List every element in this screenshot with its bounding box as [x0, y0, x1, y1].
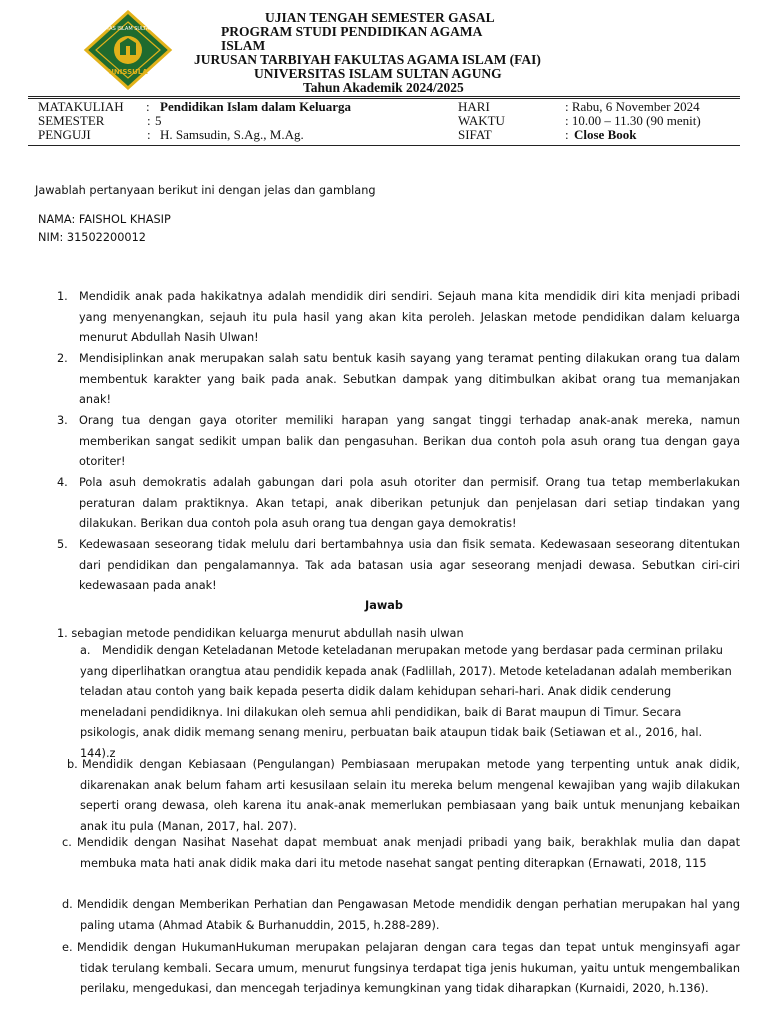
university-logo	[82, 10, 174, 90]
university-line: UNIVERSITAS ISLAM SULTAN AGUNG	[254, 66, 502, 81]
question-number: 3.	[57, 414, 68, 427]
waktu-label: WAKTU	[458, 113, 505, 128]
answer-item-letter: e.	[62, 941, 73, 954]
penguji-label: PENGUJI	[38, 127, 91, 142]
question-number: 5.	[57, 538, 68, 551]
matakuliah-colon: :	[146, 99, 150, 114]
header-divider-top	[28, 96, 740, 97]
sifat-colon: :	[565, 127, 569, 142]
sifat-label: SIFAT	[458, 127, 492, 142]
program-line: PROGRAM STUDI PENDIDIKAN AGAMA	[221, 24, 483, 39]
semester-colon: :	[147, 113, 151, 128]
semester-value: 5	[155, 113, 162, 128]
hari-label: HARI	[458, 99, 490, 114]
department-line: JURUSAN TARBIYAH FAKULTAS AGAMA ISLAM (FAI)	[194, 52, 541, 67]
exam-title: UJIAN TENGAH SEMESTER GASAL	[265, 10, 495, 25]
answer-intro: 1. sebagian metode pendidikan keluarga menurut abdullah nasih ulwan	[57, 627, 464, 640]
logo-top-text: UNIVERSITAS ISLAM SULTAN AGUNG	[82, 26, 174, 32]
penguji-value: H. Samsudin, S.Ag., M.Ag.	[160, 127, 304, 142]
question-text: Pola asuh demokratis adalah gabungan dari pola asuh otoriter dan permisif. Orang tua tetap memberlakukan peraturan dalam praktiknya. Akan tetapi, anak diberikan petunjuk dan penjelasan dari setiap tindakan yang dilakukan. Berikan dua contoh pola asuh orang tua dengan gaya demokratis!	[79, 476, 740, 530]
academic-year: Tahun Akademik 2024/2025	[303, 80, 464, 95]
instruction-text: Jawablah pertanyaan berikut ini dengan jelas dan gamblang	[35, 184, 376, 197]
answer-item-text: Mendidik dengan HukumanHukuman merupakan pelajaran dengan cara tegas dan tepat untuk menginsyafi agar tidak terulang kembali. Secara umum, menurut fungsinya terdapat tiga jenis hukuman, yaitu untuk mengembalikan perilaku, mengedukasi, dan mencegah terjadinya kemungkinan yang tidak diharapkan (Kurnaidi, 2020, h.136).	[77, 941, 740, 995]
question-number: 2.	[57, 352, 68, 365]
info-divider	[28, 145, 740, 146]
question-text: Kedewasaan seseorang tidak melulu dari bertambahnya usia dan fisik semata. Kedewasaan seseorang ditentukan dari pendidikan dan pengalamannya. Tak ada batasan usia agar seseorang menjadi dewasa. Sebutkan ciri-ciri kedewasaan pada anak!	[79, 538, 740, 592]
answer-item-letter: d.	[62, 898, 73, 911]
program-line-cont: ISLAM	[221, 38, 266, 53]
logo-bottom-text: UNISSULA	[108, 68, 148, 76]
semester-label: SEMESTER	[38, 113, 105, 128]
answer-item-letter: a.	[80, 644, 91, 657]
question-number: 4.	[57, 476, 68, 489]
question-text: Mendisiplinkan anak merupakan salah satu bentuk kasih sayang yang teramat penting dilakukan orang tua dalam membentuk karakter yang baik pada anak. Sebutkan dampak yang ditimbulkan akibat orang tua memanjakan anak!	[79, 352, 740, 406]
answer-item-text: Mendidik dengan Kebiasaan (Pengulangan) Pembiasaan merupakan metode yang terpenting untuk anak didik, dikarenakan anak belum faham arti kesusilaan selain itu mereka belum mengenal kewajiban yang wajib dilakukan seperti orang dewasa, oleh karena itu anak-anak memerlukan pembiasaan yang baik untuk menunjang kebaikan anak itu pula (Manan, 2017, hal. 207).	[80, 758, 740, 833]
matakuliah-value: Pendidikan Islam dalam Keluarga	[160, 99, 352, 114]
answer-item-text: Mendidik dengan Memberikan Perhatian dan Pengawasan Metode mendidik dengan perhatian merupakan hal yang paling utama (Ahmad Atabik & Burhanuddin, 2015, h.288-289).	[77, 898, 740, 932]
matakuliah-label: MATAKULIAH	[38, 99, 124, 114]
question-number: 1.	[57, 290, 68, 303]
hari-value: : Rabu, 6 November 2024	[565, 99, 700, 114]
answer-item-letter: b.	[67, 758, 78, 771]
sifat-value: Close Book	[574, 127, 637, 142]
answer-item-letter: c.	[62, 836, 72, 849]
answer-item-text: Mendidik dengan Nasihat Nasehat dapat membuat anak menjadi pribadi yang baik, berakhlak mulia dan dapat membuka mata hati anak didik maka dari itu metode nasehat sangat penting diterapkan (Ernawati, 2018, 115	[77, 836, 740, 870]
student-nim: NIM: 31502200012	[38, 231, 146, 244]
question-text: Mendidik anak pada hakikatnya adalah mendidik diri sendiri. Sejauh mana kita mendidik diri kita menjadi pribadi yang menyenangkan, sejauh itu pula hasil yang akan kita peroleh. Jelaskan metode pendidikan dalam keluarga menurut Abdullah Nasih Ulwan!	[79, 290, 740, 344]
penguji-colon: :	[147, 127, 151, 142]
waktu-value: : 10.00 – 11.30 (90 menit)	[565, 113, 701, 128]
answer-item-text: Mendidik dengan Keteladanan Metode keteladanan merupakan metode yang berdasar pada cerminan prilaku yang diperlihatkan orangtua atau pendidik kepada anak (Fadlillah, 2017). Metode keteladanan adalah memberikan teladan atau contoh yang baik kepada peserta didik dalam kehidupan sehari-hari. Anak didik cenderung meneladani pendidiknya. Ini dilakukan oleh semua ahli pendidikan, baik di Barat maupun di Timur. Secara psikologis, anak didik memang senang meniru, perbuatan baik ataupun tidak baik (Setiawan et al., 2016, hal. 144).z	[80, 644, 732, 760]
question-text: Orang tua dengan gaya otoriter memiliki harapan yang sangat tinggi terhadap anak-anak mereka, namun memberikan sangat sedikit umpan balik dan pengasuhan. Berikan dua contoh pola asuh orang tua dengan gaya otoriter!	[79, 414, 740, 468]
student-name: NAMA: FAISHOL KHASIP	[38, 213, 171, 226]
answer-heading: Jawab	[365, 599, 403, 612]
